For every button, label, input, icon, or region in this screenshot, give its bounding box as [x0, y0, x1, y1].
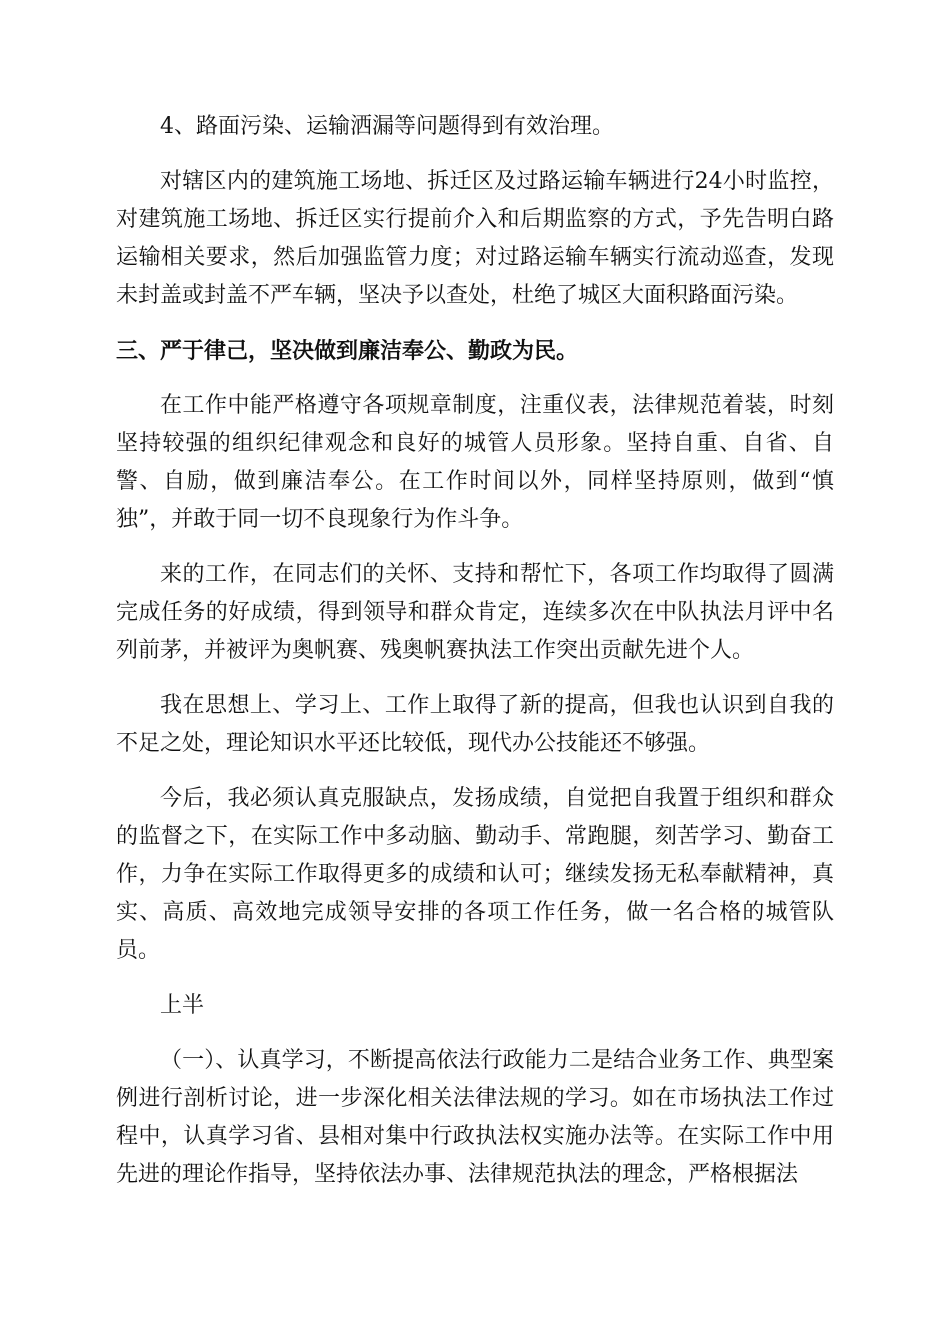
document-body — [116, 108, 834, 1194]
paragraph-achievements: 来的工作，在同志们的关怀、支持和帮忙下，各项工作均取得了圆满完成任务的好成绩，得到领导和群众肯定，连续多次在中队执法月评中名列前茅，并被评为奥帆赛、残奥帆赛执法工作突出贡献先进个人。 — [116, 562, 834, 663]
section-heading-3: 三、严于律己，坚决做到廉洁奉公、勤政为民。 — [116, 338, 579, 364]
paragraph-study: （一）、认真学习，不断提高依法行政能力二是结合业务工作、典型案例进行剖析讨论，进一步深化相关法律法规的学习。如在市场执法工作过程中，认真学习省、县相对集中行政执法权实施办法等。在实际工作中用先进的理论作指导，坚持依法办事、法律规范执法的理念，严格根据法 — [116, 1048, 834, 1187]
paragraph-future-plan: 今后，我必须认真克服缺点，发扬成绩，自觉把自我置于组织和群众的监督之下，在实际工作中多动脑、勤动手、常跑腿，刻苦学习、勤奋工作，力争在实际工作取得更多的成绩和认可；继续发扬无私奉献精神，真实、高质、高效地完成领导安排的各项工作任务，做一名合格的城管队员。 — [116, 786, 834, 963]
paragraph-discipline: 在工作中能严格遵守各项规章制度，注重仪表，法律规范着装，时刻坚持较强的组织纪律观念和良好的城管人员形象。坚持自重、自省、自警、自励，做到廉洁奉公。在工作时间以外，同样坚持原则，做到“慎独”，并敢于同一切不良现象行为作斗争。 — [116, 393, 834, 532]
paragraph-shortcomings: 我在思想上、学习上、工作上取得了新的提高，但我也认识到自我的不足之处，理论知识水平还比较低，现代办公技能还不够强。 — [116, 693, 834, 756]
paragraph-construction-monitoring: 对辖区内的建筑施工场地、拆迁区及过路运输车辆进行24小时监控，对建筑施工场地、拆迁区实行提前介入和后期监察的方式，予先告明白路运输相关要求，然后加强监管力度；对过路运输车辆实行流动巡查，发现未封盖或封盖不严车辆，坚决予以查处，杜绝了城区大面积路面污染。 — [116, 169, 834, 308]
paragraph-first-half: 上半 — [160, 993, 205, 1018]
paragraph-item-4: 4、路面污染、运输洒漏等问题得到有效治理。 — [160, 114, 614, 139]
